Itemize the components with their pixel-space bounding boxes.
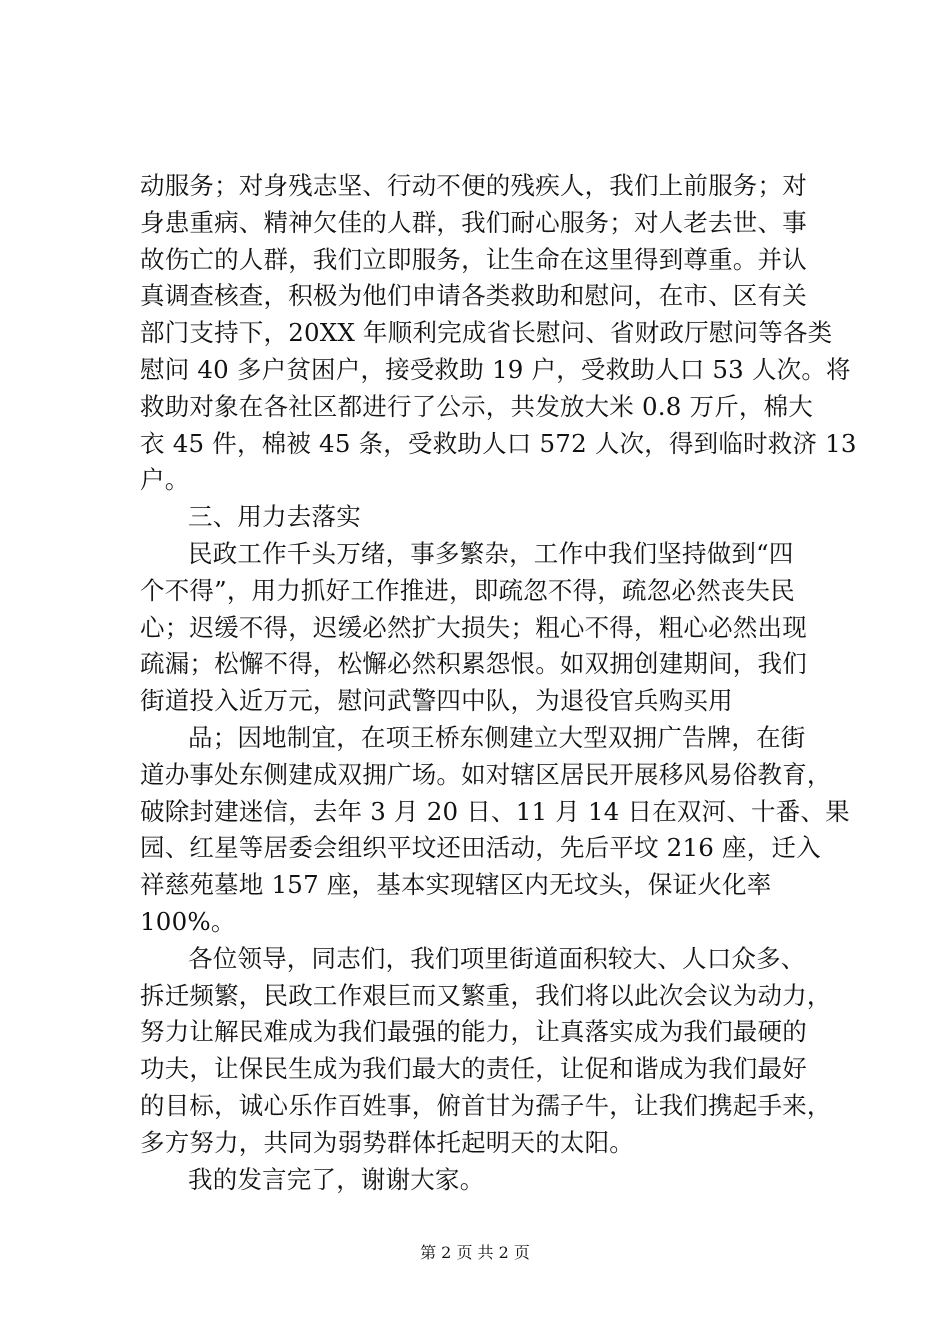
text-line: 功夫，让保民生成为我们最大的责任，让促和谐成为我们最好 bbox=[140, 1054, 807, 1084]
section-heading: 三、用力去落实 bbox=[188, 502, 361, 532]
text-line: 拆迁频繁，民政工作艰巨而又繁重，我们将以此次会议为动力， bbox=[140, 980, 832, 1010]
body-text bbox=[140, 168, 857, 1198]
text-line: 园、红星等居委会组织平坟还田活动，先后平坟 216 座，迁入 bbox=[140, 833, 821, 863]
text-line: 100%。 bbox=[140, 906, 236, 936]
text-line: 疏漏；松懈不得，松懈必然积累怨恨。如双拥创建期间，我们 bbox=[140, 649, 807, 679]
text-line: 真调查核查，积极为他们申请各类救助和慰问，在市、区有关 bbox=[140, 281, 807, 311]
text-line: 道办事处东侧建成双拥广场。如对辖区居民开展移风易俗教育， bbox=[140, 759, 832, 789]
page-footer bbox=[0, 1243, 950, 1263]
text-line: 故伤亡的人群，我们立即服务，让生命在这里得到尊重。并认 bbox=[140, 244, 807, 274]
page-number-label: 第 2 页 共 2 页 bbox=[420, 1243, 530, 1262]
paragraph-start-line: 各位领导，同志们，我们项里街道面积较大、人口众多、 bbox=[188, 943, 806, 973]
text-line: 的目标，诚心乐作百姓事，俯首甘为孺子牛，让我们携起手来， bbox=[140, 1090, 832, 1120]
text-line: 衣 45 件，棉被 45 条，受救助人口 572 人次，得到临时救济 13 bbox=[140, 428, 857, 458]
text-line: 多方努力，共同为弱势群体托起明天的太阳。 bbox=[140, 1127, 634, 1157]
text-line: 户。 bbox=[140, 465, 190, 495]
paragraph-start-line: 品；因地制宜，在项王桥东侧建立大型双拥广告牌，在街 bbox=[188, 722, 806, 752]
paragraph-start-line: 民政工作千头万绪，事多繁杂，工作中我们坚持做到“四 bbox=[188, 538, 794, 568]
text-line: 心；迟缓不得，迟缓必然扩大损失；粗心不得，粗心必然出现 bbox=[140, 612, 807, 642]
text-line: 身患重病、精神欠佳的人群，我们耐心服务；对人老去世、事 bbox=[140, 207, 807, 237]
text-line: 街道投入近万元，慰问武警四中队，为退役官兵购买用 bbox=[140, 686, 733, 716]
text-line: 救助对象在各社区都进行了公示，共发放大米 0.8 万斤，棉大 bbox=[140, 391, 814, 421]
text-line: 部门支持下，20XX 年顺利完成省长慰问、省财政厅慰问等各类 bbox=[140, 318, 833, 348]
text-line: 动服务；对身残志坚、行动不便的残疾人，我们上前服务；对 bbox=[140, 171, 807, 200]
closing-line: 我的发言完了，谢谢大家。 bbox=[188, 1164, 485, 1194]
text-line: 祥慈苑墓地 157 座，基本实现辖区内无坟头，保证火化率 bbox=[140, 870, 772, 900]
text-line: 努力让解民难成为我们最强的能力，让真落实成为我们最硬的 bbox=[140, 1017, 807, 1047]
text-line: 个不得”，用力抓好工作推进，即疏忽不得，疏忽必然丧失民 bbox=[140, 575, 795, 605]
text-line: 慰问 40 多户贫困户，接受救助 19 户，受救助人口 53 人次。将 bbox=[140, 354, 851, 384]
text-line: 破除封建迷信，去年 3 月 20 日、11 月 14 日在双河、十番、果 bbox=[140, 796, 850, 826]
